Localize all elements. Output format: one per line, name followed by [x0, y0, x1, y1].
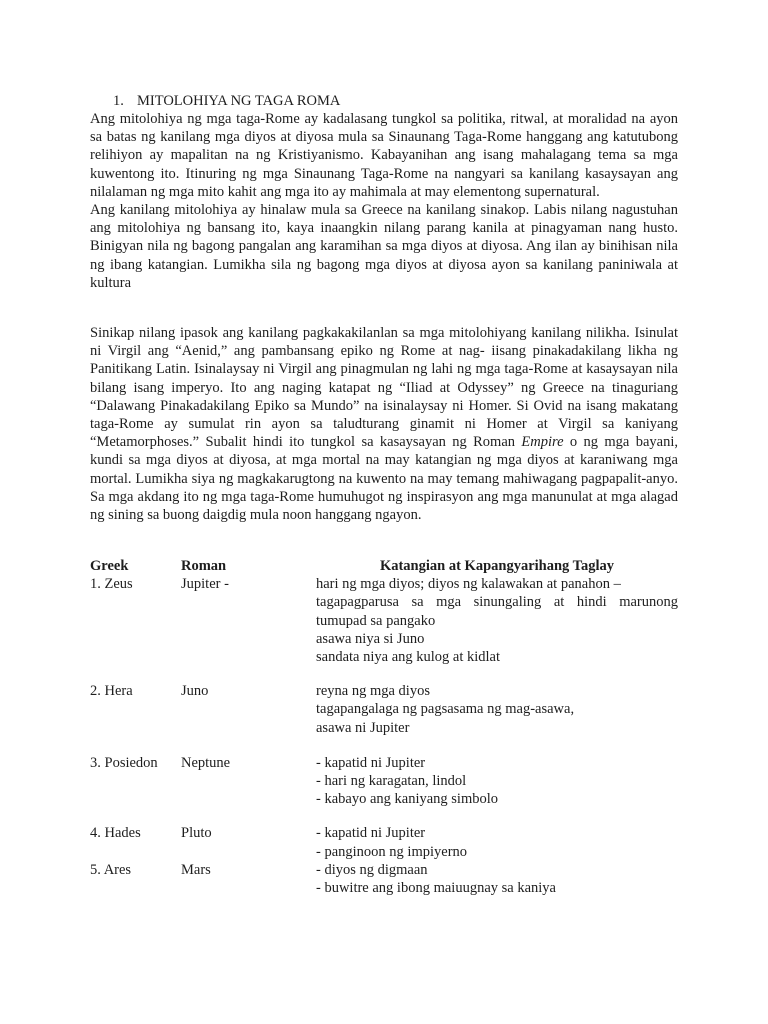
description-line: - hari ng karagatan, lindol: [316, 773, 467, 790]
paragraph-3-block: [90, 324, 678, 524]
description: [316, 824, 678, 860]
table-row: [90, 575, 678, 666]
roman-name: Pluto: [181, 825, 212, 842]
description-line: tagapagparusa sa mga sinungaling at hindi marunong: [316, 594, 678, 611]
description-line: - panginoon ng impiyerno: [316, 843, 468, 860]
greek-name: 4. Hades: [90, 825, 141, 842]
greek-name: 2. Hera: [90, 683, 133, 700]
table-row: [90, 682, 678, 737]
paragraph-2: Ang kanilang mitolohiya ay hinalaw mula sa Greece na kanilang sinakop. Labis nilang nagustuhan ang mitolohiya ng bansang ito, kaya inaangkin nilang parang kanila at pinagyaman nang husto. Binigyan nila ng bagong pangalan ang karamihan sa mga diyos at diyosa. Ang ilan ay binihisan nila ng ibang katangian. Lumikha sila ng bagong mga diyos at diyosa ayon sa kanilang paniniwala at kultura: [90, 202, 678, 291]
intro-text: [90, 110, 678, 292]
description-line: - kapatid ni Jupiter: [316, 825, 426, 842]
header-description: Katangian at Kapangyarihang Taglay: [379, 558, 615, 574]
roman-name: Mars: [181, 861, 211, 878]
paragraph-3: [90, 324, 678, 524]
table-row: [90, 861, 678, 897]
table-row: [90, 824, 678, 860]
description-line: - kabayo ang kaniyang simbolo: [316, 791, 499, 808]
description: [316, 754, 678, 809]
header-greek: Greek: [90, 558, 129, 574]
table-header: [90, 557, 678, 575]
description-line: tumupad sa pangako: [316, 612, 436, 629]
description: [316, 575, 678, 666]
roman-name: Neptune: [181, 754, 231, 771]
description-line: tagapangalaga ng pagsasama ng mag-asawa,: [316, 701, 575, 718]
description-line: asawa niya si Juno: [316, 630, 425, 647]
description-line: sandata niya ang kulog at kidlat: [316, 649, 501, 666]
section-title: MITOLOHIYA NG TAGA ROMA: [137, 93, 341, 109]
description: [316, 682, 678, 737]
paragraph-1: Ang mitolohiya ng mga taga-Rome ay kadalasang tungkol sa politika, ritwal, at moralidad na ayon sa batas ng kanilang mga diyos at diyosa mula sa Sinaunang Taga-Rome hanggang ang katutubong relihiyon ay mapalitan na ng Kristiyanismo. Kabayanihan ang isang mahalagang tema sa mga kuwentong ito. Itinuring ng mga Sinaunang Taga-Rome na nangyari sa kanilang kasaysayan ang nilalaman ng mga mito kahit ang mga ito ay mahimala at may elementong supernatural.: [90, 111, 678, 200]
section-heading: [113, 92, 340, 110]
section-number: 1.: [113, 93, 124, 109]
description-line: - diyos ng digmaan: [316, 861, 428, 878]
roman-name: Juno: [181, 683, 209, 700]
table-row: [90, 754, 678, 809]
description: [316, 861, 678, 897]
description-line: hari ng mga diyos; diyos ng kalawakan at panahon –: [316, 576, 621, 593]
description-line: asawa ni Jupiter: [316, 719, 410, 736]
description-line: reyna ng mga diyos: [316, 683, 430, 700]
description-line: - kapatid ni Jupiter: [316, 754, 426, 771]
empire-emphasis: Empire: [521, 434, 564, 451]
description-line: - buwitre ang ibong maiuugnay sa kaniya: [316, 880, 556, 897]
paragraph-3-part-a: Sinikap nilang ipasok ang kanilang pagkakakilanlan sa mga mitolohiyang kanilang nilikha. Isinulat ni Virgil ang “Aenid,” ang pambansang epiko ng Rome at nag- iisang pinakadakilang likha ng Panitikang Latin. Isinalaysay ni Virgil ang pinagmulan ng lahi ng mga taga-Rome at kasaysayan nila bilang isang imperyo. Ito ang naging katapat ng “Iliad at Odyssey” ng Greece na tinaguriang “Dalawang Pinakadakilang Epiko sa Mundo” na isinalaysay ni Homer. Si Ovid na isang makatang taga-Rome ay sumulat rin ayon sa taludturang ginamit ni Homer at Virgil sa kaniyang “Metamorphoses.” Subalit hindi ito tungkol sa kasaysayan ng Roman: [90, 325, 678, 451]
greek-name: 3. Posiedon: [90, 754, 158, 771]
gods-table: [90, 557, 678, 897]
roman-name: Jupiter -: [181, 576, 229, 593]
greek-name: 1. Zeus: [90, 576, 133, 593]
greek-name: 5. Ares: [90, 861, 132, 878]
header-roman: Roman: [181, 558, 227, 574]
paragraph-3-part-b: o ng mga bayani, kundi sa mga diyos at diyosa, at mga mortal na may katangian ng mga diyos at karaniwang mga mortal. Lumikha siya ng magkakarugtong na kuwento na may temang mahiwagang pagpapalit-anyo. Sa mga akdang ito ng mga taga-Rome humuhugot ng inspirasyon ang mga manunulat at mga alagad ng sining sa buong daigdig mula noon hanggang ngayon.: [90, 434, 678, 524]
